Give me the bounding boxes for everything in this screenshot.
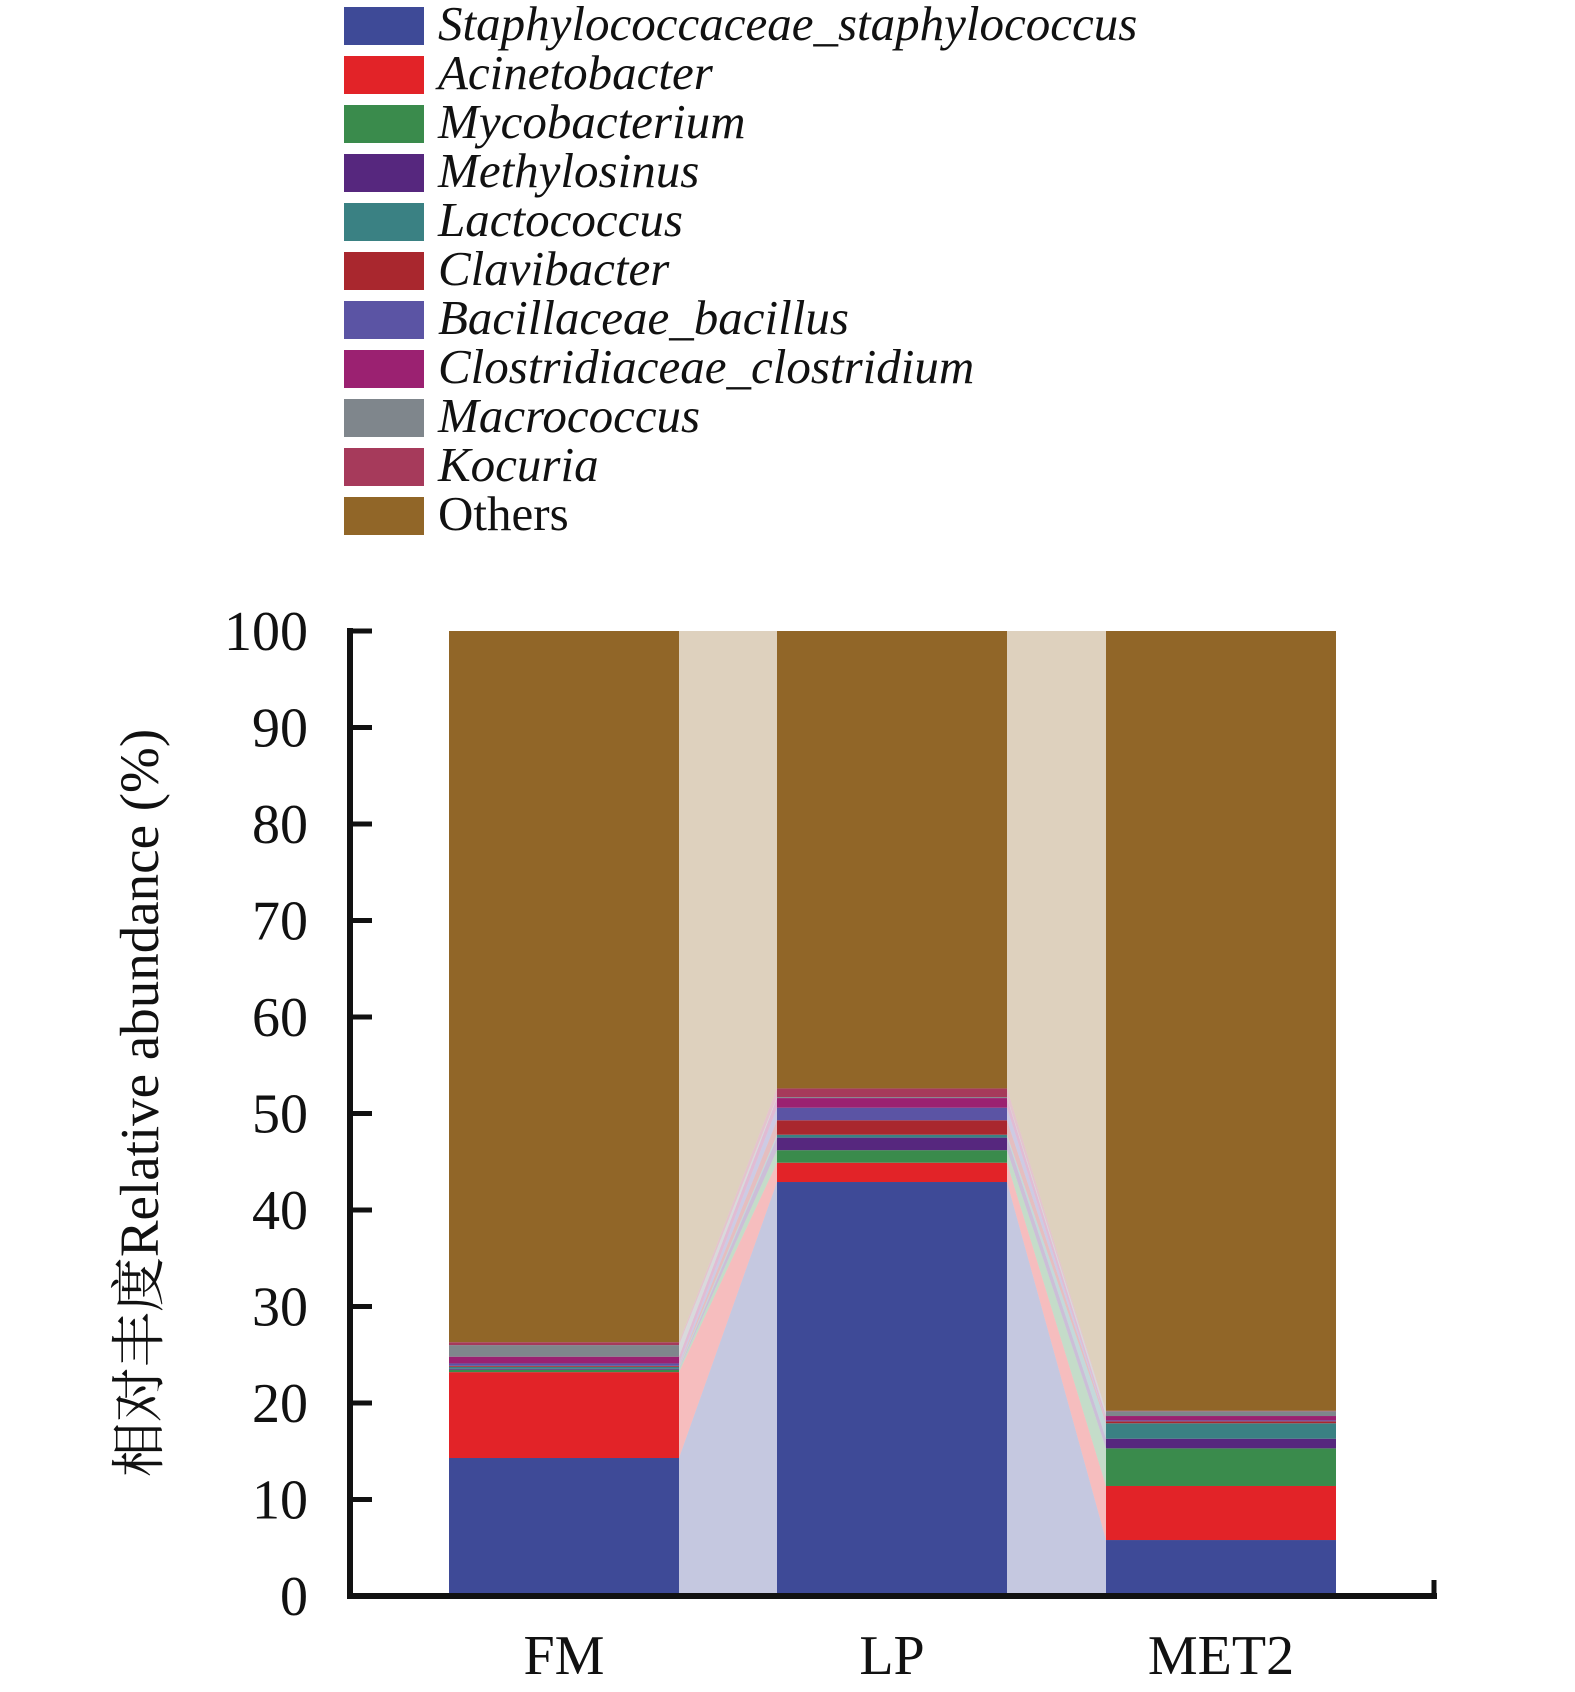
bar-segment <box>777 1163 1007 1182</box>
y-tick-label: 60 <box>252 987 308 1049</box>
bar-segment <box>449 1363 679 1365</box>
legend-label: Clavibacter <box>438 241 670 296</box>
bar-segment <box>1106 1416 1336 1420</box>
legend-label: Acinetobacter <box>438 45 713 100</box>
legend-swatch <box>344 350 424 388</box>
y-tick-label: 50 <box>252 1083 308 1146</box>
bar-segment <box>1106 1439 1336 1449</box>
legend-swatch <box>344 448 424 486</box>
bar-segment <box>777 1097 1007 1098</box>
legend-swatch <box>344 7 424 45</box>
legend-label: Clostridiaceae_clostridium <box>438 339 975 394</box>
bar-segment <box>777 631 1007 1088</box>
legend-swatch <box>344 105 424 143</box>
bar-segment <box>449 1369 679 1370</box>
legend-label: Macrococcus <box>438 388 701 443</box>
legend-label: Lactococcus <box>438 192 683 247</box>
legend-group <box>344 0 1137 541</box>
legend-swatch <box>344 399 424 437</box>
bar-segment <box>449 1342 679 1345</box>
legend-label: Kocuria <box>438 437 599 492</box>
x-category-label: MET2 <box>1147 1625 1295 1687</box>
legend-label: Staphylococcaceae_staphylococcus <box>438 0 1138 51</box>
bar-segment <box>449 631 679 1342</box>
y-tick-label: 10 <box>252 1469 308 1532</box>
bar-segment <box>449 1370 679 1372</box>
legend-swatch <box>344 301 424 339</box>
bar-segment <box>1106 631 1336 1411</box>
bar-segment <box>777 1120 1007 1134</box>
y-tick-label: 40 <box>252 1180 308 1242</box>
legend-swatch <box>344 154 424 192</box>
bar-segment <box>1106 1420 1336 1421</box>
bar-segment <box>1106 1411 1336 1412</box>
y-tick-label: 90 <box>252 697 308 760</box>
bar-segment <box>449 1366 679 1367</box>
bar-segment <box>777 1088 1007 1097</box>
y-axis-label: 相对丰度Relative abundance (%) <box>109 728 170 1478</box>
bars-group <box>449 631 1336 1596</box>
y-tick-label: 80 <box>252 794 308 856</box>
bar-segment <box>449 1367 679 1369</box>
legend-label: Methylosinus <box>438 143 700 198</box>
y-tick-label: 100 <box>224 601 308 663</box>
bar-segment <box>777 1182 1007 1596</box>
bar-segment <box>1106 1411 1336 1416</box>
x-category-label: LP <box>859 1625 925 1687</box>
legend-swatch <box>344 203 424 241</box>
legend-label: Bacillaceae_bacillus <box>438 290 849 345</box>
x-category-label: FM <box>523 1625 605 1687</box>
bar-segment <box>777 1138 1007 1151</box>
bar-segment <box>1106 1486 1336 1540</box>
y-tick-label: 30 <box>252 1276 308 1339</box>
legend-swatch <box>344 252 424 290</box>
bar-segment <box>1106 1540 1336 1596</box>
bar-segment <box>777 1135 1007 1138</box>
legend-label: Mycobacterium <box>438 94 746 149</box>
bar-segment <box>449 1372 679 1458</box>
legend-swatch <box>344 497 424 535</box>
y-tick-label: 0 <box>280 1566 308 1628</box>
bar-segment <box>777 1108 1007 1121</box>
bar-segment <box>777 1150 1007 1163</box>
bar-segment <box>777 1098 1007 1108</box>
legend-label: Others <box>438 486 569 541</box>
legend-swatch <box>344 56 424 94</box>
bar-segment <box>1106 1423 1336 1438</box>
bar-segment <box>1106 1421 1336 1423</box>
bar-segment <box>1106 1448 1336 1486</box>
bar-segment <box>449 1345 679 1357</box>
y-tick-label: 20 <box>252 1373 308 1435</box>
bar-segment <box>449 1357 679 1364</box>
y-tick-label: 70 <box>252 890 308 953</box>
bar-segment <box>449 1458 679 1596</box>
